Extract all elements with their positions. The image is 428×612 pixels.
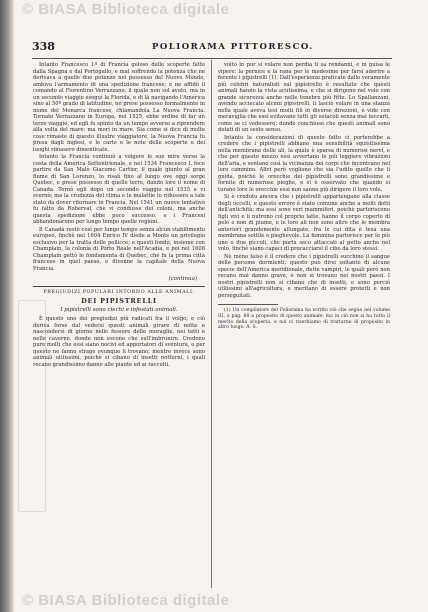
paragraph: Il Canadà restò così per lungo tempo senza alcun stabilimento europeo, finchè nel 1604 Enrico IV diede a Monts un privilegio esclusivo per la tratta delle pellicce; e questi fondò, insieme con Champlain, la colonia di Porto Reale nell'Acadia, e poi nel 1608 Champlain gettò le fondamenta di Quebec, che fu la prima città francese in quel paese, e divenne la capitale della Nuova Francia. <box>33 226 205 272</box>
footnote: (1) Un compilatore del Poliorama ha scritto ciò che segue nel volume III, a pag. 88 a proposito di questo animale: ma in ciò non si ha tutto il merito della scoperta, e noi ci riserbiamo di trattarne di proposito in altro luogo. A. S. <box>218 308 390 331</box>
page-number: 338 <box>32 40 55 53</box>
watermark-bottom: © BIASA Biblioteca digitale <box>22 592 230 609</box>
paragraph: Intanto Francesco I.º di Francia geloso delle scoperte fatte dalla Spagna e dal Portogallo, e mal soffrendo la potenza che ne derivava a quelle due potenze nel possesso del Nuovo Mondo, ambiva l'armamento di una spedizione francese; e ne affidò il comando al Fiorentino Verrazzano, il quale non sol avuto, ma in un secondo viaggio eseguì la Florida, e di là navigando l'America sino al 50º grado di latitudine, ne prese possesso formalmente in nome del Monarca francese, chiamandola La Nuova Francia. Tornato Verrazzano in Europa, nel 1525, ebbe ordine di far un terzo viaggio, ed egli fu spinto da un tempo avverso a riprendere alla volta del mare: ma morì in mare. Sia come si dice di molte cose rimaste di questo illustre viaggiatore, la Nuova Francia fu presa dagli inglesi, e le carte e le note delle scoperte e dei luoghi rimasero dimenticate. <box>33 62 205 153</box>
column-divider <box>211 60 212 588</box>
header-rule <box>32 58 392 59</box>
paragraph: È questo uno dei pregiudizi più radicati fra il volgo; e ciò deriva forse dal vedersi questi animali girare di notte e nascondersi di giorno nelle fessure delle muraglie, nei tetti e nelle caverne, donde non escono che sull'imbrunire. Credono pure molti che essi siano nocivi ed apportatori di sventura, e per questo ne fanno strage ovunque li trovano; mentre invece sono animali utilissimi, poichè si cibano di insetti notturni, i quali recano grandissimo danno alle piante ed ai raccolti. <box>33 316 205 368</box>
running-title: POLIORAMA PITTORESCO. <box>152 42 314 52</box>
page-edge-shadow <box>0 0 14 612</box>
paragraph: Nè meno falso è il credere che i pipistrelli succhino il sangue delle persone dormienti; questo può dirsi soltanto di alcune specie dell'America meridionale, dette vampiri, le quali però non recano mai danno grave, e non si trovano nei nostri paesi. I nostri pipistrelli non si cibano che di insetti, e sono perciò utilissimi all'agricoltura, e meritano di essere protetti e non perseguitati. <box>218 253 390 299</box>
right-column <box>218 62 390 332</box>
continued-note: (continua) <box>168 276 197 282</box>
watermark-top: © BIASA Biblioteca digitale <box>22 1 230 18</box>
page-header <box>32 40 392 56</box>
section-heading: PREGIUDIZI POPULARI INTORNO ALLE ANIMALI. <box>43 289 195 295</box>
paragraph: Si è creduto ancora che i pipistrelli appartengano alla classe degli uccelli, e questo errore è stato comune anche a molti dotti dell'antichità; ma essi sono veri mammiferi, poichè partoriscono figli vivi e li nutrono col proprio latte, hanno il corpo coperto di pelo e non di piume, e le loro ali non sono altro che le membra anteriori grandemente allungate, fra le cui dita è tesa una membrana sottile e pieghevole. La femmina partorisce per lo più uno o due piccoli, che porta seco attaccati al petto anche nel volo, finchè siano capaci di procacciarsi il cibo da loro stessi. <box>218 194 390 252</box>
footnote-rule <box>218 304 278 305</box>
section-rule <box>33 286 205 287</box>
paragraph: volto in pur si volare non perdia ti sa rendanni, e in guisa le vipere: la pernice e la rana per le medesime per farsi aderire a ferente i pipistrelli (1). Dall'esperienze praticate dalle veramente più celebri naturalisti sul pipistrello è resultato che questi animali hanno la vista acutissima, e che si dirigono nel volo con grande sicurezza anche nelle tenebre più fitte. Lo Spallanzani, avendo acciecato alcuni pipistrelli, li lasciò volare in una stanza nella quale aveva tesi molti fili in diverse direzioni, e vide con meraviglia che essi evitavano tutti gli ostacoli senza mai toccarli, come se ci vedessero; donde conchiuse che questi animali sono dotati di un sesto senso. <box>218 62 390 133</box>
article-title: DEI PIPISTRELLI <box>81 297 157 305</box>
left-column <box>33 62 205 369</box>
paragraph: Intanto la considerazioni di questo fatto ci porterebbe a credere che i pipistrelli abbiano una sensibilità squisitissima nella membrana delle ali, la quale è sparsa di numerosi nervi, e che per questo mezzo essi avvertano le più leggiere vibrazioni dell'aria, e sentano così la vicinanza dei corpi che incontrano nel loro cammino. Altri però vogliono che sia l'udito quello che li guida, poichè le orecchie dei pipistrelli sono grandissime e fornite di numerose pieghe, e si è osservato che quando si turano loro le orecchie essi non sanno più dirigere il loro volo. <box>218 134 390 193</box>
article-subtitle: I pipistrelli sono ciechi e infestati animali. <box>60 306 178 313</box>
paragraph: Intanto la Francia continuò a volgere le sue mire verso la costa della America Settentrionale, e nel 1534 Francesco I. fece partire da San Malò Giacomo Cartier, il quale giunto al gran fiume di San Lorenzo, lo risalì fino al luogo ove oggi sorge Quebec, e prese possesso di quelle terre, dando loro il nome di Canada. Tornò egli dopo un secondo viaggio nel 1535 e vi svernò; ma la crudezza del clima e le malattie lo ridussero a tale stato da dover ritornare in Francia. Nel 1541 un nuovo tentativo fu fatto da Roberval, che vi condusse dei coloni, ma anche questa spedizione ebbe poco successo, e i Francesi abbandonarono per lungo tempo quelle regioni. <box>33 154 205 225</box>
